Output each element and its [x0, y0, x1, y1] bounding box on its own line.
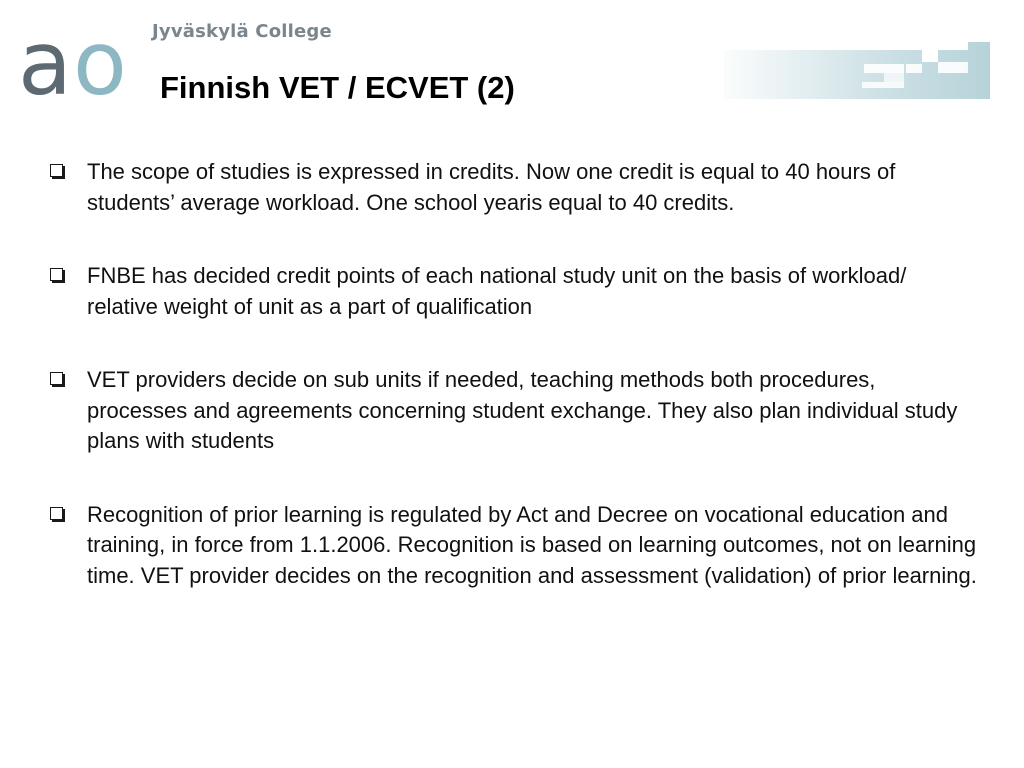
logo-letter-o: o: [73, 12, 127, 115]
list-item: [48, 500, 978, 592]
hollow-square-bullet-icon: [50, 164, 63, 177]
college-name: Jyväskylä College: [152, 21, 332, 42]
list-item: [48, 157, 978, 218]
hollow-square-bullet-icon: [50, 268, 63, 281]
list-item: [48, 261, 978, 322]
bullet-text: VET providers decide on sub units if needed, teaching methods both procedures, processes and agreements concerning student exchange. They also plan individual study plans with students: [87, 367, 958, 453]
hollow-square-bullet-icon: [50, 372, 63, 385]
bullet-text: The scope of studies is expressed in credits. Now one credit is equal to 40 hours of students’ average workload. One school yearis equal to 40 credits.: [87, 159, 896, 215]
bullet-list: [48, 157, 978, 591]
bullet-text: Recognition of prior learning is regulated by Act and Decree on vocational education and training, in force from 1.1.2006. Recognition is based on learning outcomes, not on learning time. VET provider decides on the recognition and assessment (validation) of prior learning.: [87, 501, 977, 588]
list-item: [48, 365, 978, 457]
page-title: Finnish VET / ECVET (2): [160, 70, 515, 105]
hollow-square-bullet-icon: [50, 507, 63, 520]
bullet-text: FNBE has decided credit points of each national study unit on the basis of workload/ relative weight of unit as a part of qualification: [87, 263, 907, 319]
college-logo: [18, 12, 138, 115]
logo-letter-a: a: [18, 12, 68, 115]
staircase-decoration-icon: [724, 42, 990, 99]
